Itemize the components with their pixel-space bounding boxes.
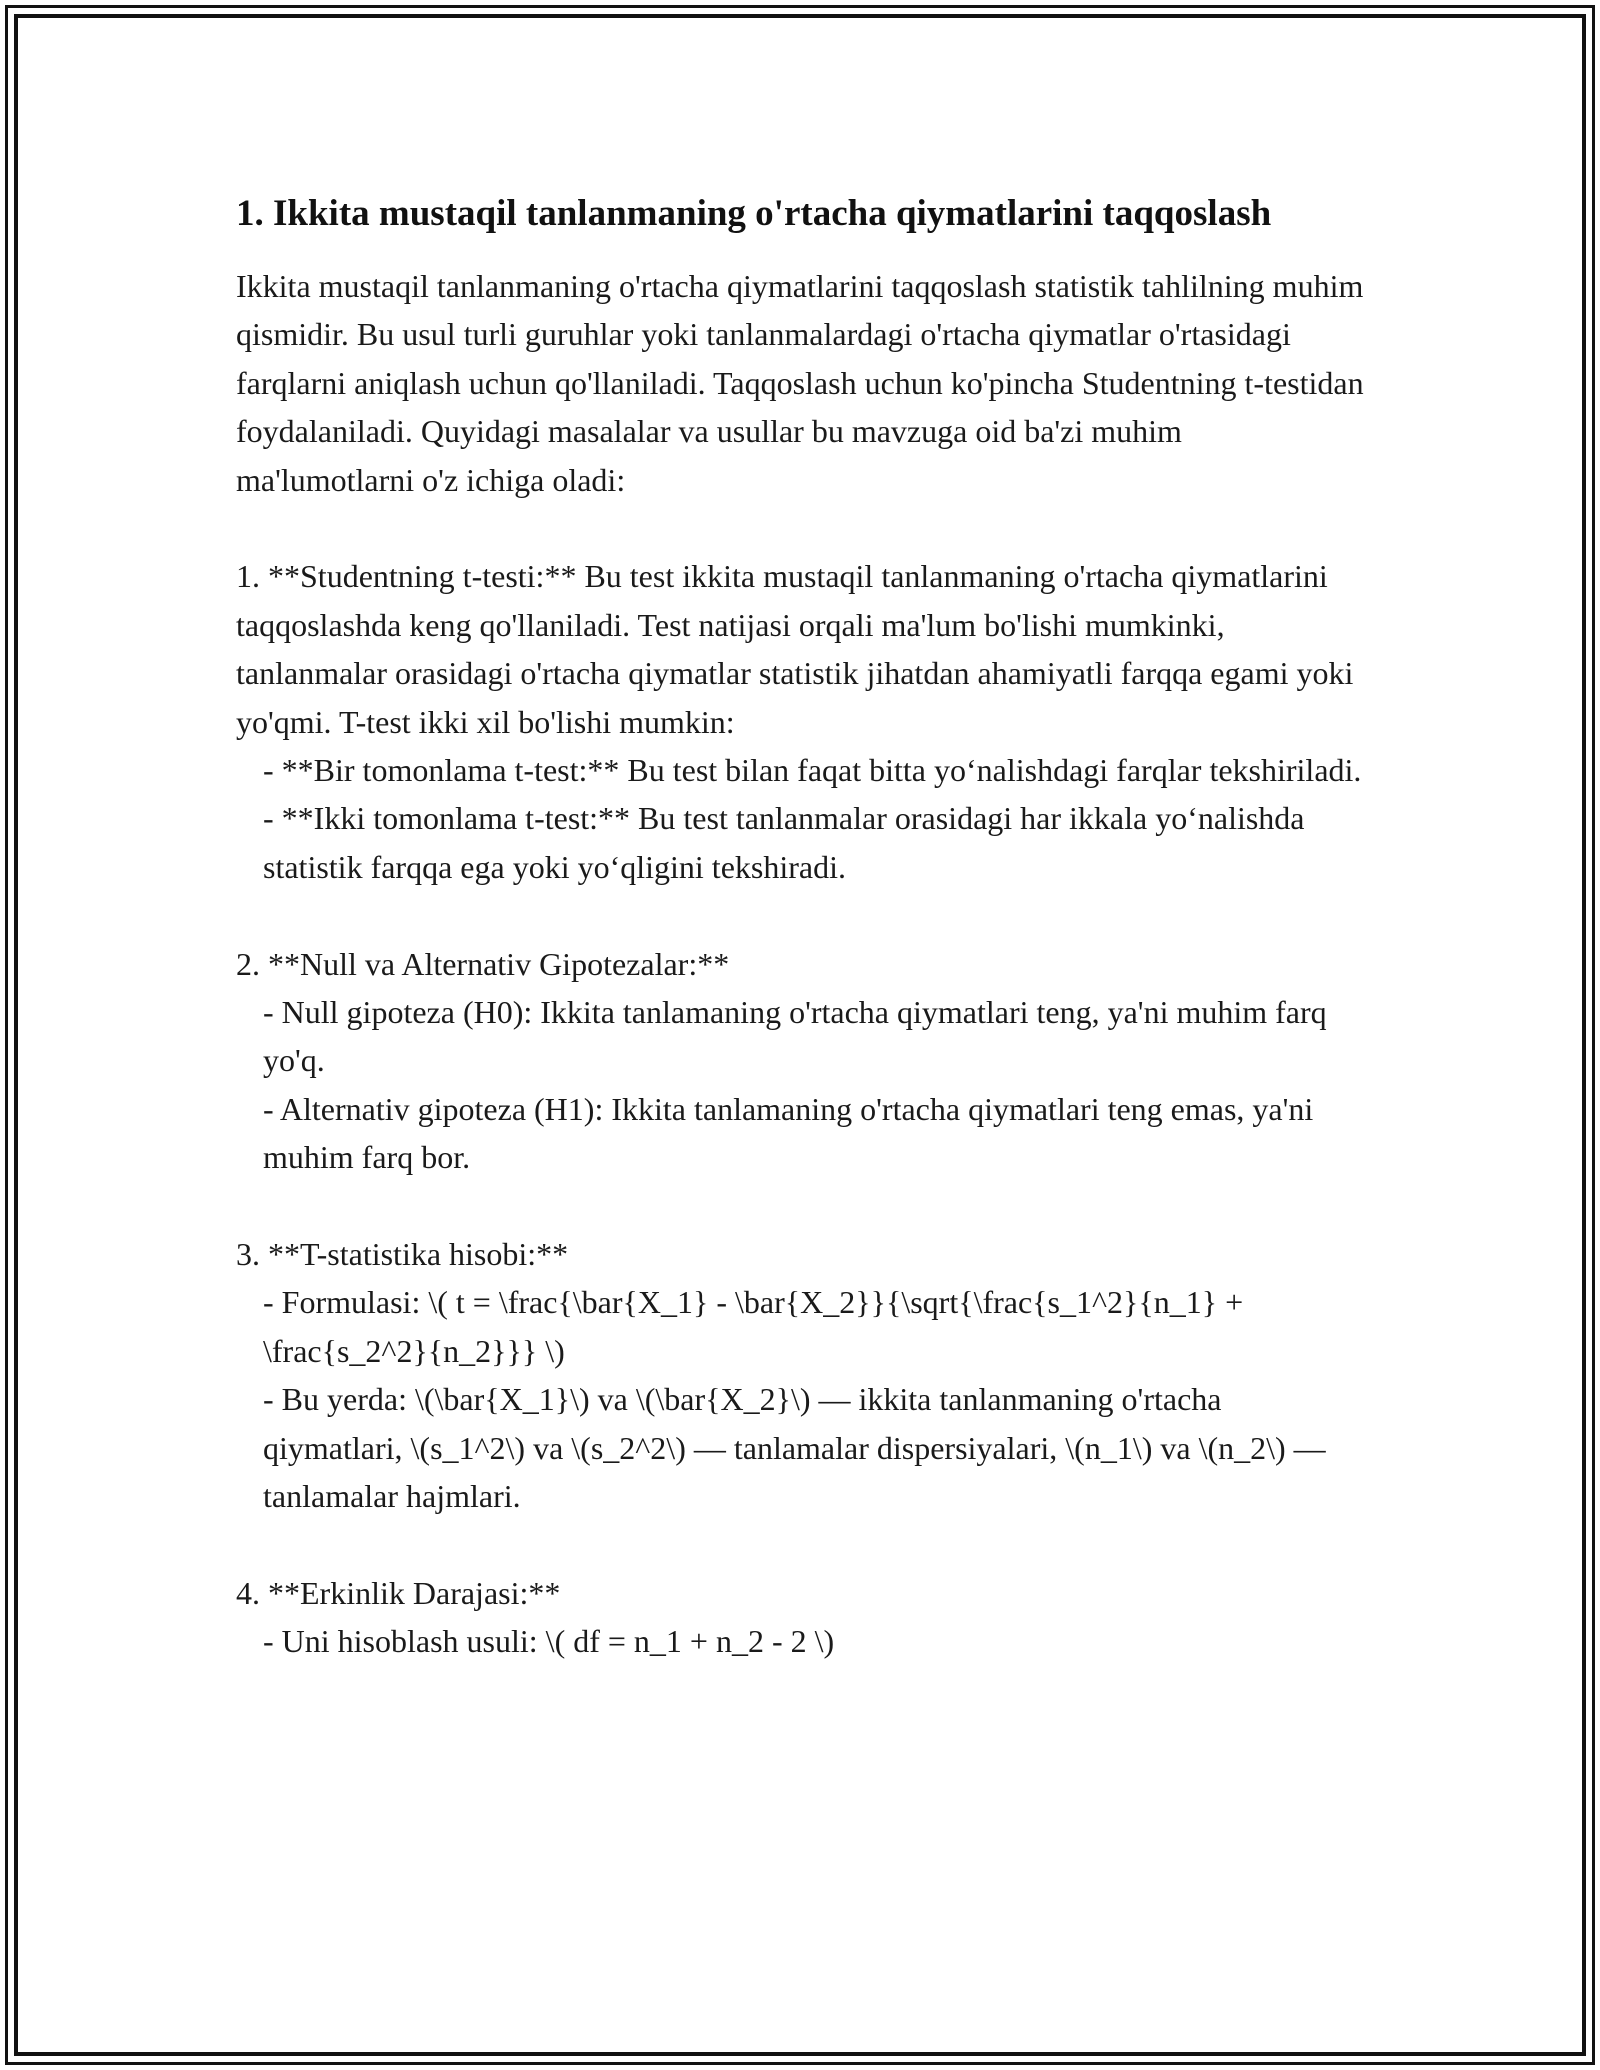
section-item: - Alternativ gipoteza (H1): Ikkita tanlamaning o'rtacha qiymatlari teng emas, ya'ni muhim farq bor. [263,1090,1314,1176]
document-title: 1. Ikkita mustaqil tanlanmaning o'rtacha qiymatlarini taqqoslash [236,193,1272,234]
section-lead: 1. **Studentning t-testi:** Bu test ikkita mustaqil tanlanmaning o'rtacha qiymatlarini taqqoslashda keng qo'llaniladi. Test natijasi orqali ma'lum bo'lishi mumkinki, tanlanmalar orasidagi o'rtacha qiymatlar statistik jihatdan ahamiyatli farqqa egami yoki yo'qmi. T-test ikki xil bo'lishi mumkin: [236,558,1354,740]
section-student-t-test [236,552,1366,891]
section-item: - **Bir tomonlama t-test:** Bu test bilan faqat bitta yoʻnalishdagi farqlar tekshiriladi. [263,752,1362,789]
section-item: - **Ikki tomonlama t-test:** Bu test tanlanmalar orasidagi har ikkala yoʻnalishda statistik farqqa ega yoki yoʻqligini tekshiradi. [263,800,1305,885]
section-degrees-of-freedom [236,1569,1366,1666]
document-body [236,186,1366,1666]
section-item: - Bu yerda: \(\bar{X_1}\) va \(\bar{X_2}\) — ikkita tanlanmaning o'rtacha qiymatlari, \(s_1^2\) va \(s_2^2\) — tanlamalar dispersiyalari, \(n_1\) va \(n_2\) — tanlamalar hajmlari. [263,1381,1326,1515]
section-item: - Uni hisoblash usuli: \( df = n_1 + n_2 - 2 \) [263,1623,835,1660]
section-hypotheses [236,940,1366,1182]
section-lead: 2. **Null va Alternativ Gipotezalar:** [236,945,730,982]
section-lead: 3. **T-statistika hisobi:** [236,1236,569,1273]
section-item: - Null gipoteza (H0): Ikkita tanlamaning o'rtacha qiymatlari teng, ya'ni muhim farq yo'q. [263,994,1327,1079]
section-item: - Formulasi: \( t = \frac{\bar{X_1} - \bar{X_2}}{\sqrt{\frac{s_1^2}{n_1} + \frac{s_2^2}{n_2}}} \) [263,1284,1244,1369]
section-lead: 4. **Erkinlik Darajasi:** [236,1574,561,1611]
section-t-statistic [236,1230,1366,1520]
intro-paragraph: Ikkita mustaqil tanlanmaning o'rtacha qiymatlarini taqqoslash statistik tahlilning muhim qismidir. Bu usul turli guruhlar yoki tanlanmalardagi o'rtacha qiymatlar o'rtasidagi farqlarni aniqlash uchun qo'llaniladi. Taqqoslash uchun ko'pincha Studentning t-testidan foydalaniladi. Quyidagi masalalar va usullar bu mavzuga oid ba'zi muhim ma'lumotlarni o'z ichiga oladi: [236,268,1364,498]
